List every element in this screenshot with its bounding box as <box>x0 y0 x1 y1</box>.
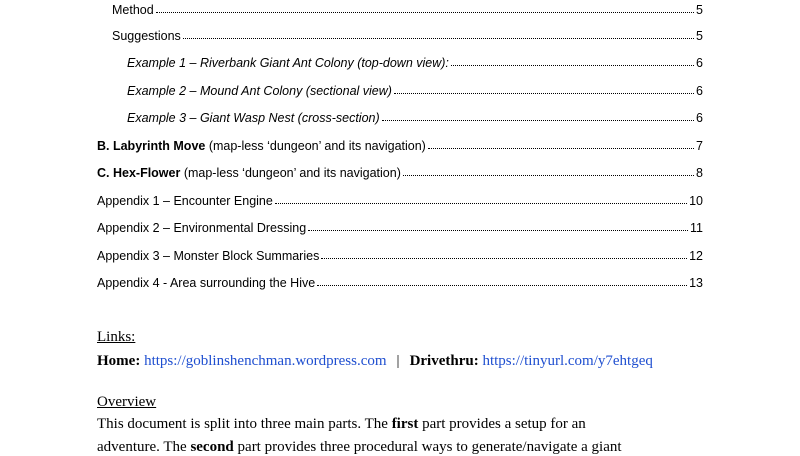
toc-entry-appendix-3[interactable] <box>97 243 703 263</box>
toc-page: 5 <box>696 29 703 43</box>
toc-entry-suggestions[interactable] <box>112 23 703 43</box>
toc-leader <box>382 120 694 121</box>
toc-label: Example 2 – Mound Ant Colony (sectional view) <box>127 84 392 98</box>
toc-page: 11 <box>690 221 703 235</box>
toc-entry-hex-flower[interactable] <box>97 160 703 180</box>
toc-entry-example-1[interactable] <box>127 50 703 70</box>
toc-entry-appendix-2[interactable] <box>97 215 703 235</box>
toc-entry-appendix-4[interactable] <box>97 270 703 290</box>
toc-page: 6 <box>696 84 703 98</box>
toc-page: 7 <box>696 139 703 153</box>
toc-leader <box>394 93 694 94</box>
toc-leader <box>308 230 688 231</box>
overview-text: This document is split into three main parts. The <box>97 416 392 432</box>
toc-page: 6 <box>696 111 703 125</box>
link-separator: | <box>396 353 400 369</box>
home-link[interactable]: https://goblinshenchman.wordpress.com <box>144 353 387 369</box>
toc-entry-example-3[interactable] <box>127 105 703 125</box>
links-line <box>97 353 653 370</box>
overview-text: adventure. The <box>97 439 191 455</box>
toc-label <box>97 166 401 180</box>
toc-label: Appendix 1 – Encounter Engine <box>97 194 273 208</box>
drivethru-label: Drivethru: <box>409 353 479 369</box>
overview-text: part provides a setup for an <box>418 416 586 432</box>
toc-leader <box>317 285 687 286</box>
toc-label: Example 3 – Giant Wasp Nest (cross-section) <box>127 111 380 125</box>
toc-label: Example 1 – Riverbank Giant Ant Colony (top-down view): <box>127 56 449 70</box>
toc-leader <box>156 12 694 13</box>
toc-label-rest: (map-less ‘dungeon’ and its navigation) <box>205 139 426 153</box>
overview-paragraph-line-1 <box>97 416 586 433</box>
toc-page: 13 <box>689 276 703 290</box>
toc-leader <box>275 203 687 204</box>
overview-paragraph-line-2 <box>97 439 622 456</box>
toc-entry-appendix-1[interactable] <box>97 188 703 208</box>
toc-leader <box>183 38 694 39</box>
toc-entry-example-2[interactable] <box>127 78 703 98</box>
toc-label: Appendix 3 – Monster Block Summaries <box>97 249 320 263</box>
toc-page: 8 <box>696 166 703 180</box>
overview-text: part provides three procedural ways to generate/navigate a giant <box>233 439 622 455</box>
toc-page: 12 <box>689 249 703 263</box>
toc-page: 6 <box>696 56 703 70</box>
overview-bold: second <box>190 439 234 455</box>
toc-entry-method[interactable] <box>112 0 703 17</box>
home-label: Home: <box>97 353 141 369</box>
toc-label <box>97 139 426 153</box>
toc-leader <box>428 148 694 149</box>
toc-leader <box>403 175 694 176</box>
overview-heading: Overview <box>97 394 157 410</box>
toc-label-rest: (map-less ‘dungeon’ and its navigation) <box>180 166 401 180</box>
toc-label: Suggestions <box>112 29 181 43</box>
toc-label: Method <box>112 3 154 17</box>
toc-label: Appendix 2 – Environmental Dressing <box>97 221 307 235</box>
toc-leader <box>321 258 687 259</box>
toc-label-bold: C. Hex-Flower <box>97 166 181 180</box>
links-heading: Links: <box>97 329 136 345</box>
toc-leader <box>451 65 694 66</box>
overview-bold: first <box>391 416 419 432</box>
toc-page: 5 <box>696 3 703 17</box>
toc-page: 10 <box>689 194 703 208</box>
toc-entry-labyrinth-move[interactable] <box>97 133 703 153</box>
toc-label-bold: B. Labyrinth Move <box>97 139 206 153</box>
toc-label: Appendix 4 - Area surrounding the Hive <box>97 276 316 290</box>
drivethru-link[interactable]: https://tinyurl.com/y7ehtgeq <box>482 353 653 369</box>
